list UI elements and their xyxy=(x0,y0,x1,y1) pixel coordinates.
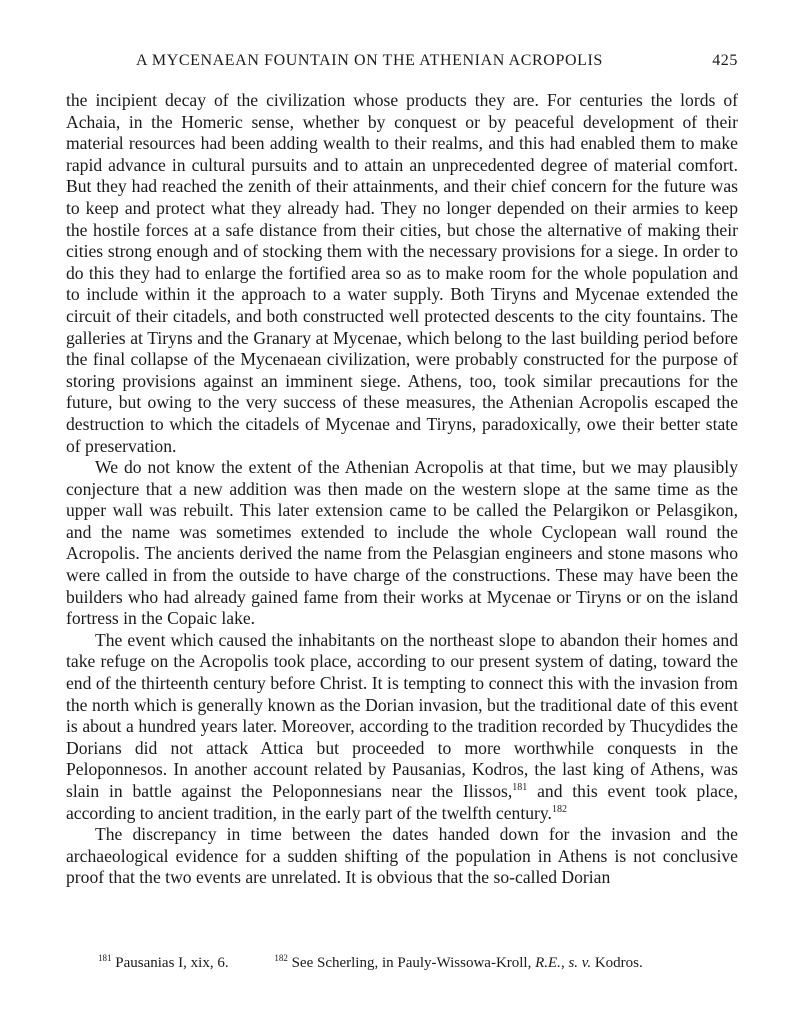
footnote-reference[interactable]: 182 xyxy=(551,803,567,815)
page-number: 425 xyxy=(712,52,738,69)
body-text xyxy=(66,90,738,889)
footnote-mark: 182 xyxy=(274,953,288,963)
footnote-text: , xyxy=(560,955,569,971)
footnote-text: See Scherling, in Pauly-Wissowa-Kroll, xyxy=(291,955,536,971)
footnote-text: Kodros. xyxy=(591,955,643,971)
footnote-text: Pausanias I, xix, 6. xyxy=(115,955,229,971)
paragraph-text: The event which caused the inhabitants on the northeast slope to abandon their homes and take refuge on the Acropolis took place, according to our present system of dating, toward the end of the thirteenth century before Christ. It is tempting to connect this with the invasion from the north which is generally known as the Dorian invasion, but the traditional date of this event is about a hundred years later. Moreover, according to the tradition recorded by Thucydides the Dorians did not attack Attica but proceeded to more worthwhile conquests in the Peloponnesos. In another account related by Pausanias, Kodros, the last king of Athens, was slain in battle against the Peloponnesians near the Ilissos, xyxy=(66,629,738,801)
running-title: A MYCENAEAN FOUNTAIN ON THE ATHENIAN ACROPOLIS xyxy=(136,52,603,69)
footnote-181 xyxy=(98,955,229,972)
running-head xyxy=(66,52,738,76)
footnote-182 xyxy=(274,955,642,972)
footnote-reference[interactable]: 181 xyxy=(512,782,528,793)
paragraph: We do not know the extent of the Athenian Acropolis at that time, but we may plausibly conjecture that a new addition was then made on the western slope at the same time as the upper wall was rebuilt. This later extension came to be called the Pelargikon or Pelasgikon, and the name was sometimes extended to include the whole Cyclopean wall round the Acropolis. The ancients derived the name from the Pelasgian engineers and stone masons who were called in from the outside to have charge of the constructions. These may have been the builders who had already gained fame from their works at Mycenae or Tiryns or on the island fortress in the Copaic lake. xyxy=(66,457,738,629)
paragraph: the incipient decay of the civilization whose products they are. For centuries the lords of Achaia, in the Homeric sense, whether by conquest or by peaceful development of their material resources had been adding wealth to their realms, and this had enabled them to make rapid advance in cultural pursuits and to attain an unprecedented degree of material comfort. But they had reached the zenith of their attainments, and their chief concern for the future was to keep and protect what they already had. They no longer depended on their armies to keep the hostile forces at a safe distance from their cities, but chose the alternative of making their cities strong enough and of stocking them with the necessary provisions for a siege. In order to do this they had to enlarge the fortified area so as to make room for the whole population and to include within it the approach to a water supply. Both Tiryns and Mycenae extended the circuit of their citadels, and both constructed well protected descents to the city fountains. The galleries at Tiryns and the Granary at Mycenae, which belong to the last building period before the final collapse of the Mycenaean civilization, were probably constructed for the purpose of storing provisions against an imminent siege. Athens, too, took similar precautions for the future, but owing to the very success of these measures, the Athenian Acropolis escaped the destruction to which the citadels of Mycenae and Tiryns, paradoxically, owe their better state of preservation. xyxy=(66,90,738,456)
paragraph-text: and this event took place, according to ancient tradition, in the early part of the twelfth century. xyxy=(66,781,738,823)
footnote-italic: s. v. xyxy=(568,955,592,971)
page xyxy=(66,52,738,889)
footnote-italic: R.E. xyxy=(535,955,561,971)
paragraph xyxy=(66,630,738,824)
footnote-mark: 181 xyxy=(98,953,112,963)
paragraph: The discrepancy in time between the dates handed down for the invasion and the archaeological evidence for a sudden shifting of the population in Athens is not conclusive proof that the two events are unrelated. It is obvious that the so-called Dorian xyxy=(66,824,738,888)
footnotes xyxy=(98,955,643,972)
